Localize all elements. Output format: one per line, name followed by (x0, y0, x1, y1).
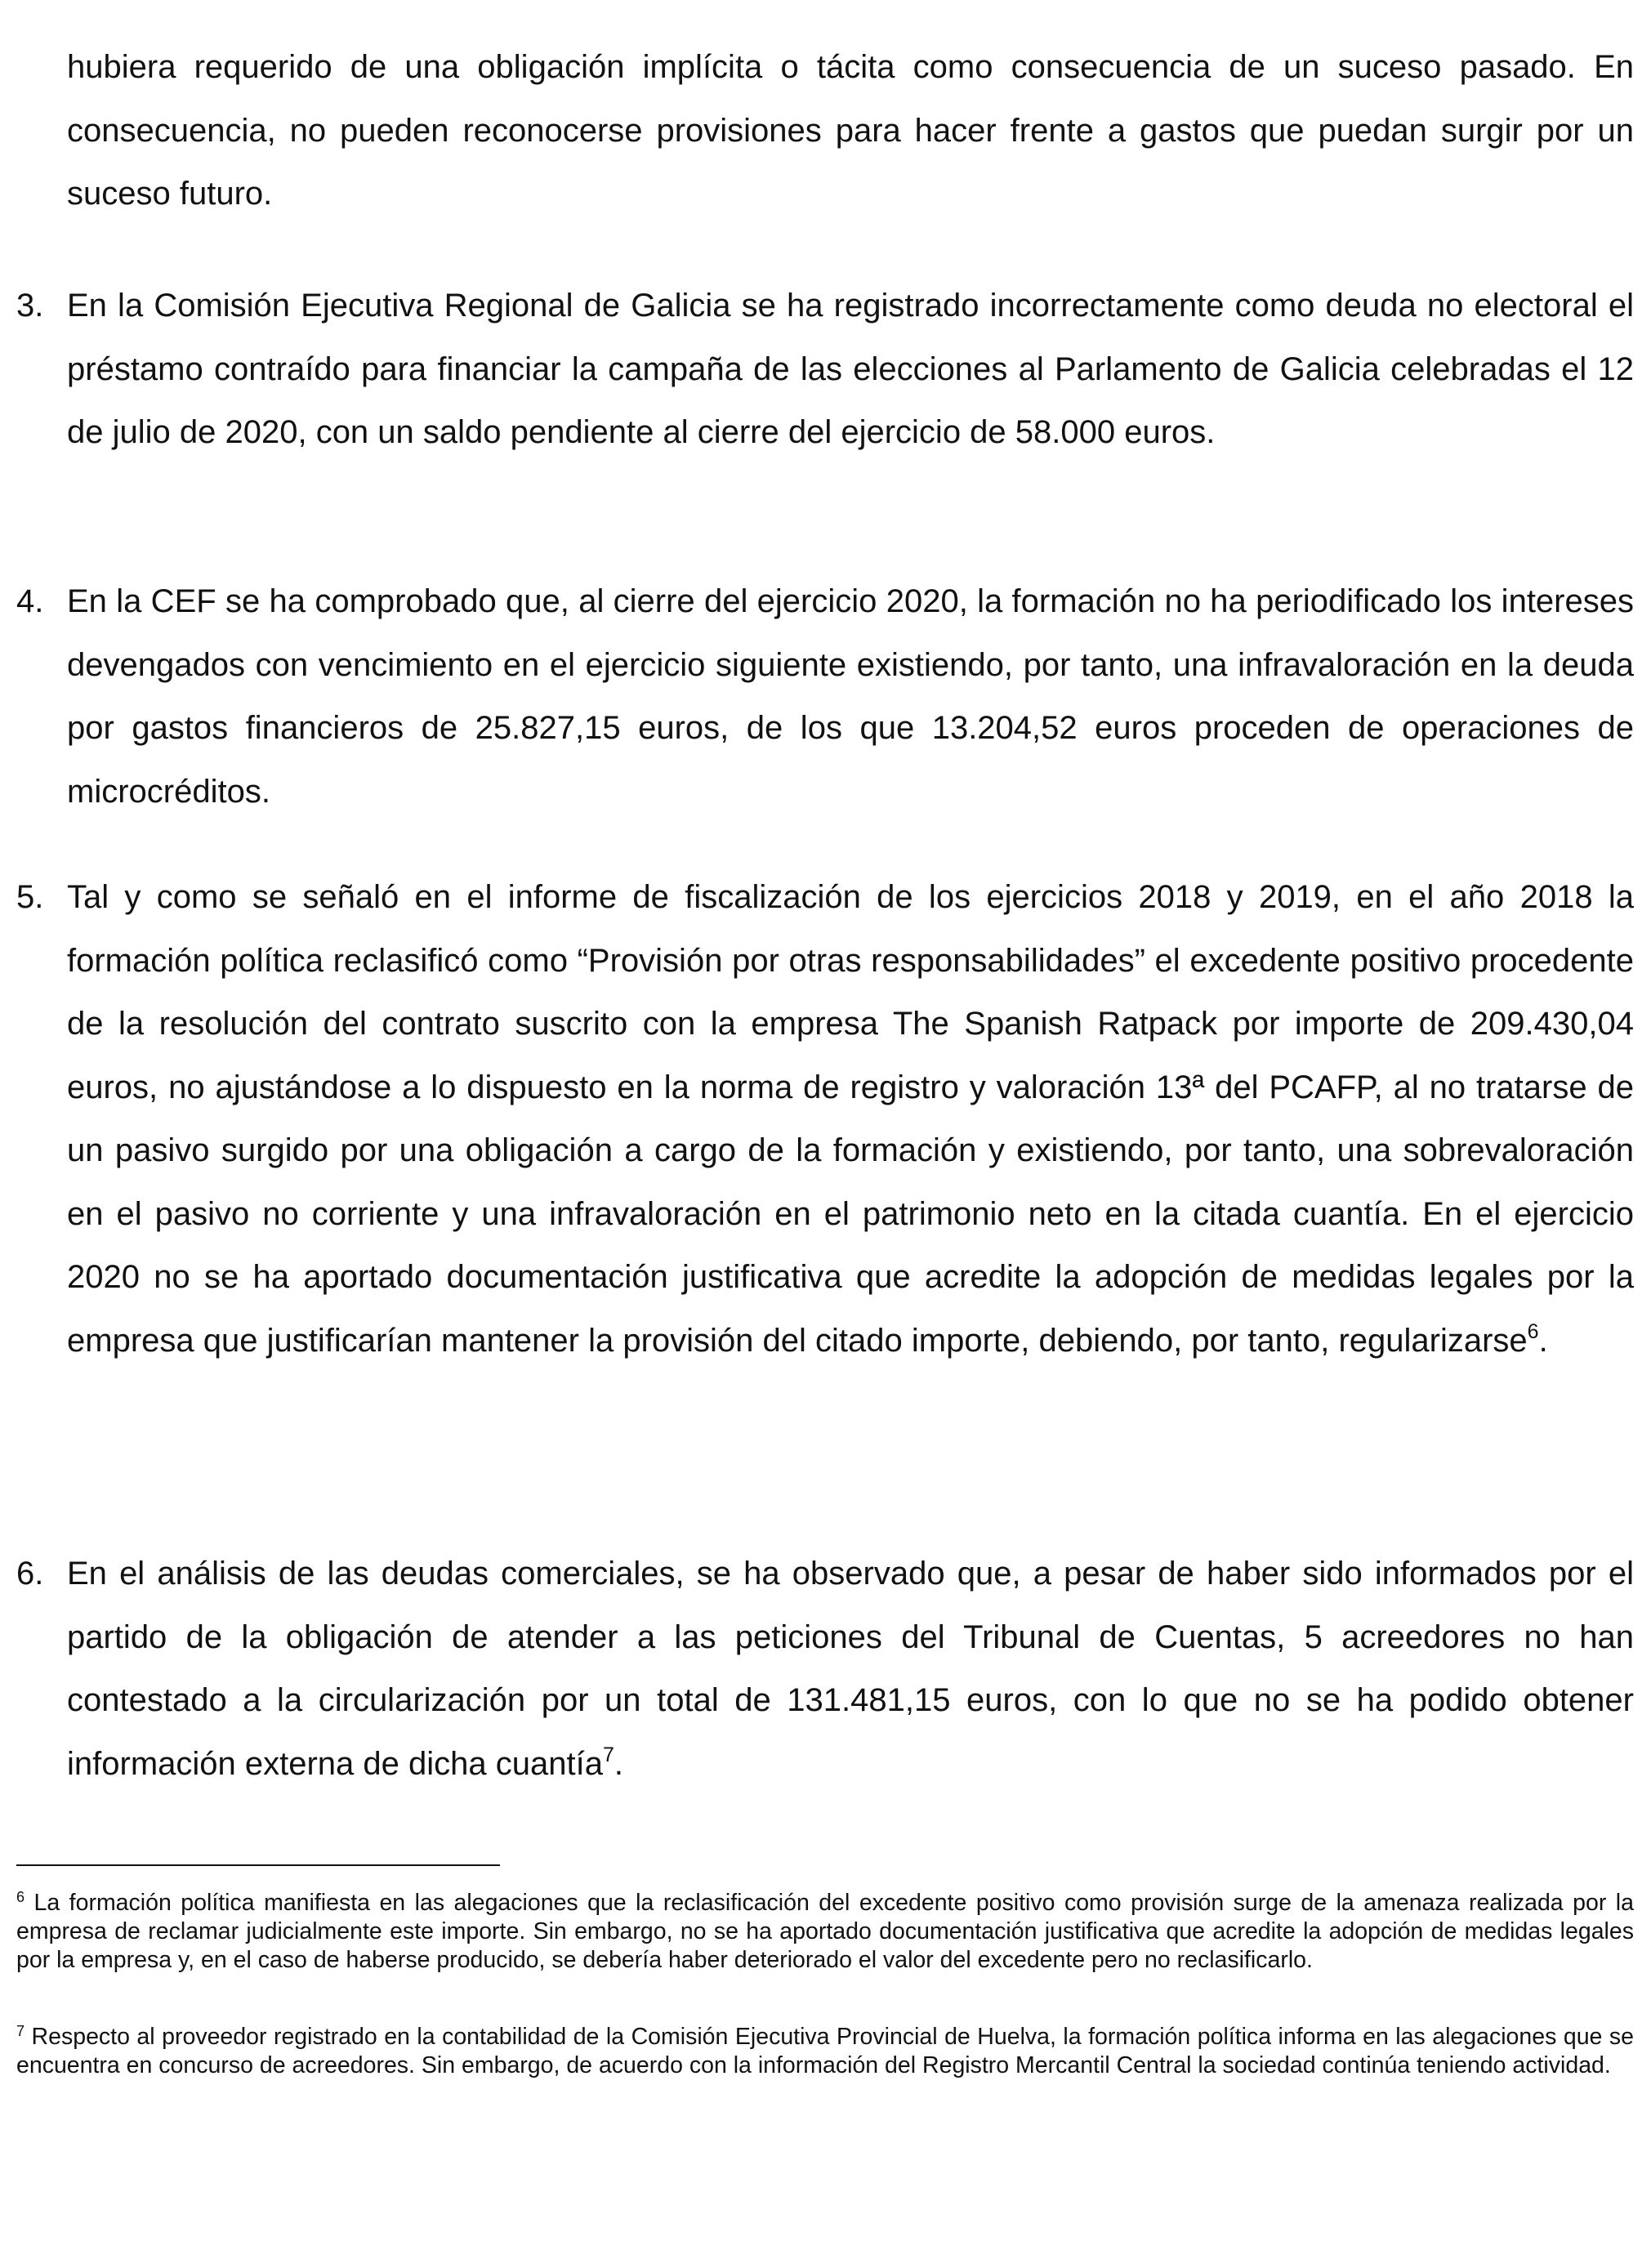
footnote-mark-7: 7 (16, 2023, 25, 2039)
continuation-paragraph (67, 36, 1634, 226)
continuation-text: hubiera requerido de una obligación implícita o tácita como consecuencia de un suceso pasado. En consecuencia, no pueden reconocerse provisiones para hacer frente a gastos que puedan surgir por un suceso futuro. (67, 49, 1634, 212)
item-text-4: En la CEF se ha comprobado que, al cierre del ejercicio 2020, la formación no ha periodificado los intereses devengados con vencimiento en el ejercicio siguiente existiendo, por tanto, una infravaloración en la deuda por gastos financieros de 25.827,15 euros, de los que 13.204,52 euros proceden de operaciones de microcréditos. (67, 583, 1634, 810)
footnote-separator (16, 1864, 500, 1866)
item-text-3: En la Comisión Ejecutiva Regional de Galicia se ha registrado incorrectamente como deuda no electoral el préstamo contraído para financiar la campaña de las elecciones al Parlamento de Galicia celebradas el 12 de julio de 2020, con un saldo pendiente al cierre del ejercicio de 58.000 euros. (67, 288, 1634, 450)
item-number-6: 6. (16, 1556, 44, 1592)
footnote-7 (16, 2023, 1634, 2080)
item-text-6: En el análisis de las deudas comerciales, se ha observado que, a pesar de haber sido informados por el partido de la obligación de atender a las peticiones del Tribunal de Cuentas, 5 acreedores no han contestado a la circularización por un total de 131.481,15 euros, con lo que no se ha podido obtener información externa de dicha cuantía (67, 1556, 1634, 1782)
item-paragraph-3 (67, 275, 1634, 465)
item-text-5: Tal y como se señaló en el informe de fiscalización de los ejercicios 2018 y 2019, en el año 2018 la formación política reclasificó como “Provisión por otras responsabilidades” el excedente positivo procedente de la resolución del contrato suscrito con la empresa The Spanish Ratpack por importe de 209.430,04 euros, no ajustándose a lo dispuesto en la norma de registro y valoración 13ª del PCAFP, al no tratarse de un pasivo surgido por una obligación a cargo de la formación y existiendo, por tanto, una sobrevaloración en el pasivo no corriente y una infravaloración en el patrimonio neto en la citada cuantía. En el ejercicio 2020 no se ha aportado documentación justificativa que acredite la adopción de medidas legales por la empresa que justificarían mantener la provisión del citado importe, debiendo, por tanto, regularizarse (67, 879, 1634, 1359)
item-paragraph-4 (67, 570, 1634, 824)
footnote-text-6: La formación política manifiesta en las alegaciones que la reclasificación del excedente positivo como provisión surge de la amenaza realizada por la empresa de reclamar judicialmente este importe. Sin embargo, no se ha aportado documentación justificativa que acredite la adopción de medidas legales por la empresa y, en el caso de haberse producido, se debería haber deteriorado el valor del excedente pero no reclasificarlo. (16, 1890, 1634, 1973)
footnote-ref-7[interactable]: 7 (602, 1743, 614, 1766)
footnote-ref-6[interactable]: 6 (1527, 1319, 1539, 1343)
footnote-6 (16, 1889, 1634, 1975)
item-5-trailing: . (1538, 1322, 1548, 1359)
item-6-trailing: . (614, 1745, 623, 1782)
footnote-mark-6: 6 (16, 1889, 25, 1905)
item-number-3: 3. (16, 288, 44, 324)
item-number-5: 5. (16, 879, 44, 915)
item-paragraph-6 (67, 1543, 1634, 1796)
item-paragraph-5 (67, 866, 1634, 1373)
item-number-4: 4. (16, 583, 44, 619)
footnote-text-7: Respecto al proveedor registrado en la contabilidad de la Comisión Ejecutiva Provincial de Huelva, la formación política informa en las alegaciones que se encuentra en concurso de acreedores. Sin embargo, de acuerdo con la información del Registro Mercantil Central la sociedad continúa teniendo actividad. (16, 2024, 1635, 2078)
